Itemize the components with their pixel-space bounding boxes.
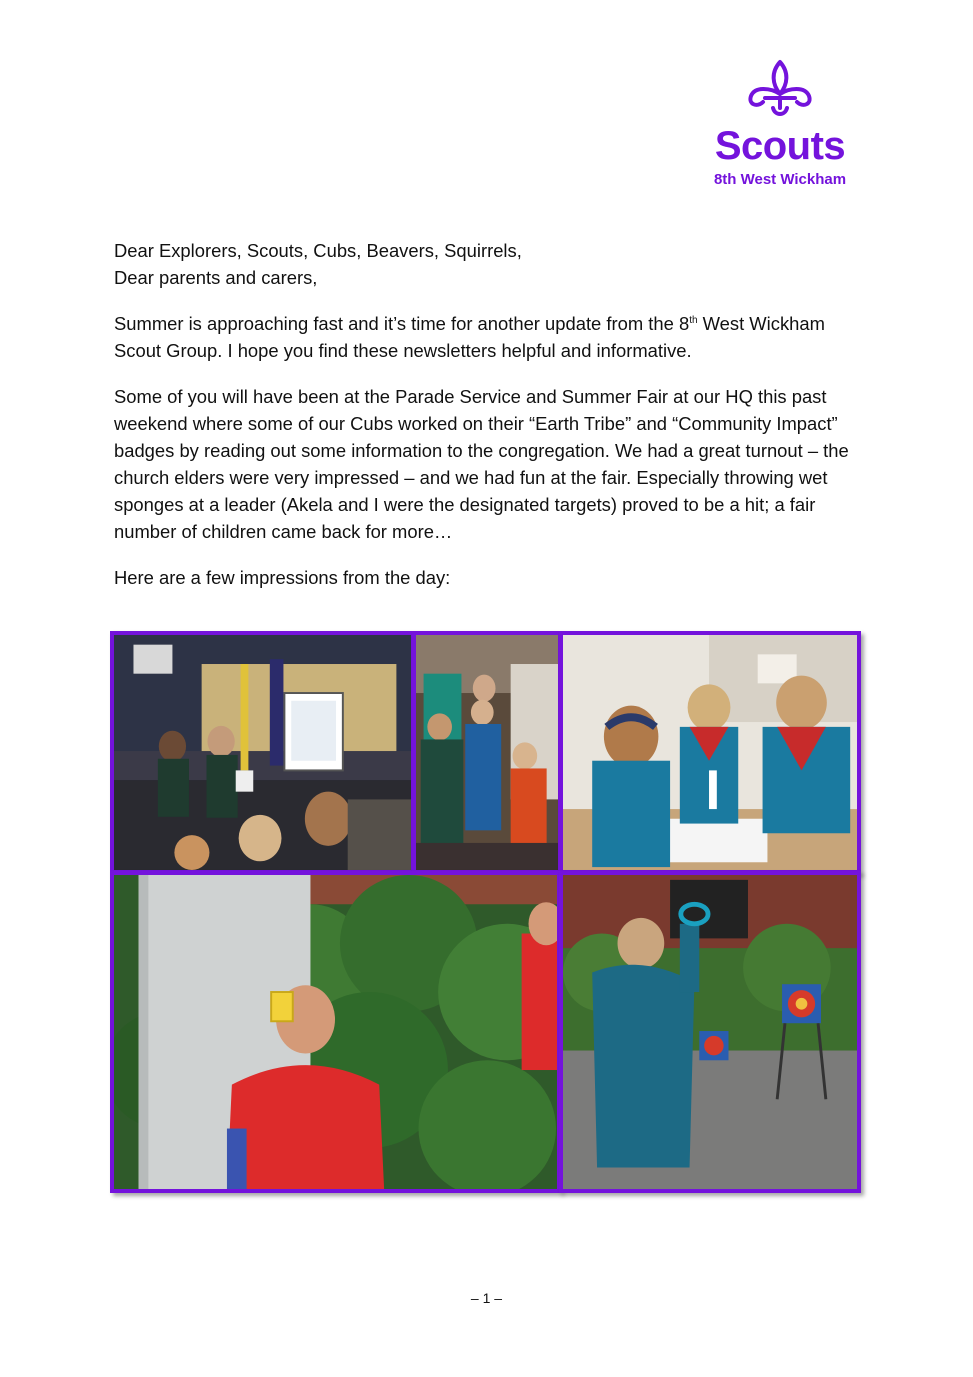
- photo-cub-throwing: [559, 871, 861, 1193]
- photo-leader-sponge: [110, 871, 561, 1193]
- paragraph-intro-part-b: West Wickham Scout Group. I hope you find these newsletters helpful and informative.: [114, 313, 825, 361]
- photo-collage: [110, 631, 861, 1193]
- ordinal-suffix: th: [689, 314, 698, 326]
- page-number: – 1 –: [470, 1290, 503, 1306]
- photo-beavers-activity: [559, 631, 861, 874]
- paragraph-intro-part-a: Summer is approaching fast and it’s time for another update from the 8: [114, 313, 690, 334]
- salutation-line-2: Dear parents and carers,: [114, 267, 318, 288]
- paragraph-intro: [114, 310, 874, 364]
- scouts-logo: [690, 58, 870, 190]
- letter-body: [114, 237, 874, 610]
- photo-cubs-lectern: [412, 631, 562, 874]
- logo-wordmark: Scouts: [714, 124, 846, 168]
- photo-cubs-reading: [110, 631, 415, 874]
- logo-group-name: 8th West Wickham: [713, 171, 847, 188]
- paragraph-impressions: Here are a few impressions from the day:: [114, 567, 451, 588]
- salutation-line-1: Dear Explorers, Scouts, Cubs, Beavers, Squirrels,: [114, 240, 522, 261]
- fleur-de-lis-icon: [745, 58, 815, 124]
- paragraph-parade-service: Some of you will have been at the Parade Service and Summer Fair at our HQ this past weekend where some of our Cubs worked on their “Earth Tribe” and “Community Impact” badges by reading out some information to the congregation. We had a great turnout – the church elders were very impressed – and we had fun at the fair. Especially throwing wet sponges at a leader (Akela and I were the designated targets) proved to be a hit; a fair number of children came back for more…: [114, 386, 849, 542]
